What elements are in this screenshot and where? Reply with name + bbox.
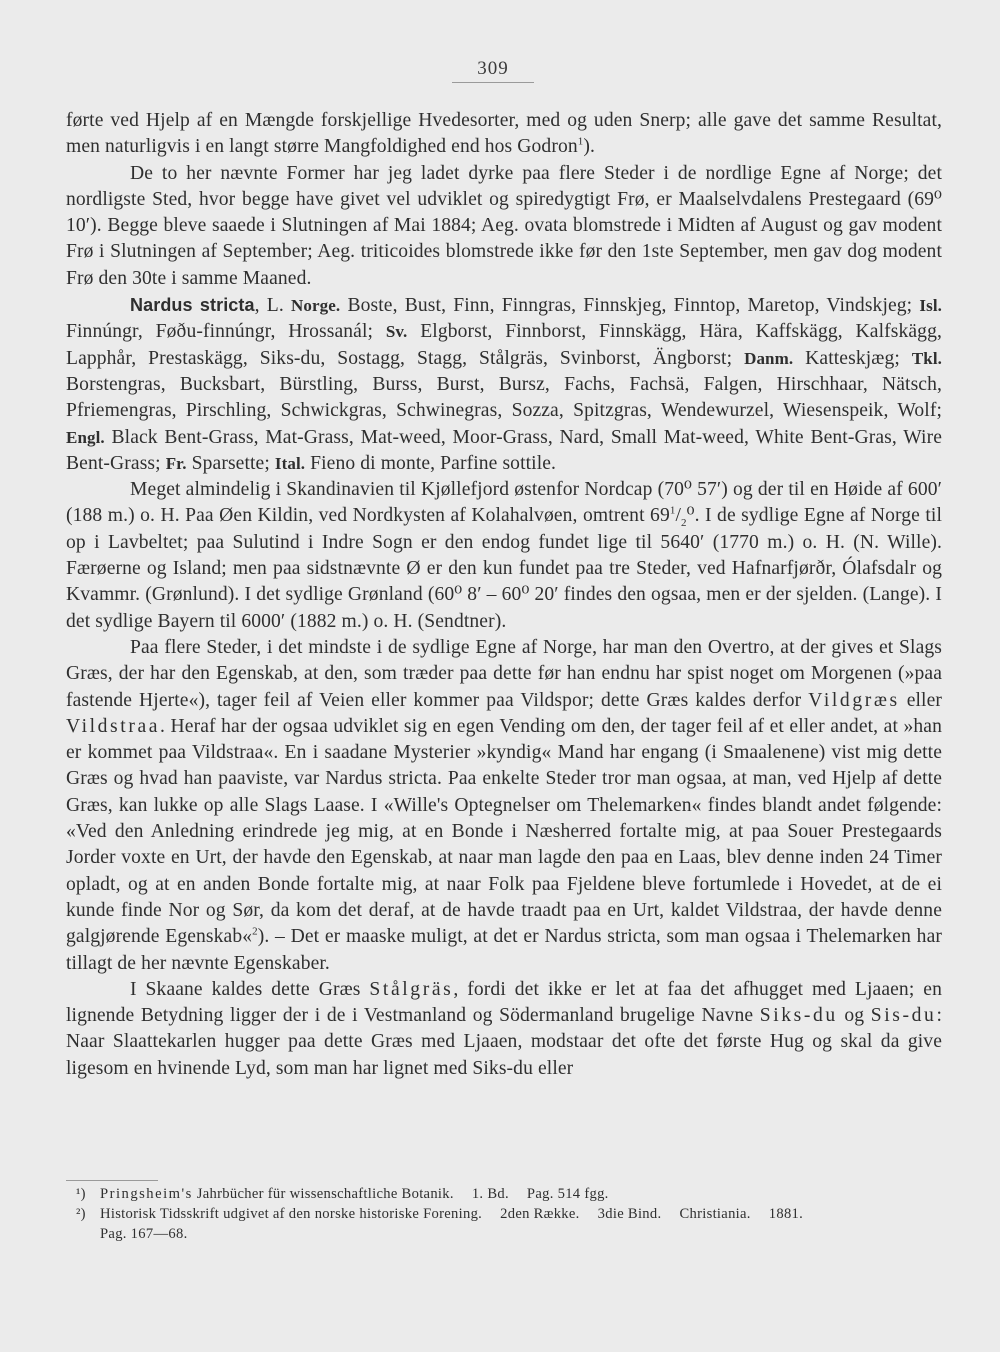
spaced-term-siks-du: Siks-du — [759, 1005, 838, 1027]
paragraph-text: Meget almindelig i Skandinavien til Kjøllefjord østenfor Nordcap (70⁰ 57′) og der til en Høide af 600′ (188 m.) o. H. Paa Øen Kildin, ved Nordkysten af Kolahalvøen, omtrent 69 — [66, 479, 942, 527]
footnote-text: Historisk Tidsskrift udgivet af den norske historiske Forening. — [100, 1206, 483, 1222]
names-norge: Boste, Bust, Finn, Finngras, Finnskjeg, Finntop, Maretop, Vindskjeg; — [340, 295, 920, 317]
paragraph-text-end: : Naar Slaattekarlen hugger paa dette Græs med Ljaaen, modstaar det ofte det første Hug og skal da give ligesom en hvinende Lyd, som man har lignet med Siks-du eller — [66, 1005, 942, 1079]
header-rule — [452, 82, 534, 83]
fraction-denominator: 2 — [681, 517, 687, 530]
paragraph-text-end: ⁰. I de sydlige Egne af Norge til op i Lavbeltet; paa Sulutind i Indre Sogn er den endog fundet lige til 5640′ (1770 m.) o. H. (N. Wille). Færøerne og Island; men paa sidstnævnte Ø er den kun fundet paa tre Steder, ved Hafnarfjørðr, Ólafsdalr og Kvammr. (Grønlund). I det sydlige Grønland (60⁰ 8′ – 60⁰ 20′ findes den ogsaa, men er der sjelden. (Lange). I det sydlige Bayern til 6000′ (1882 m.) o. H. (Sendtner). — [66, 505, 942, 632]
spaced-term-vildstraa: Vildstraa — [66, 715, 161, 737]
body-text — [66, 108, 942, 1082]
lang-label-danm: Danm. — [744, 348, 794, 368]
footnote-series: 2den Række. — [500, 1206, 580, 1222]
footnote-2 — [76, 1204, 944, 1244]
paragraph-text-end: ). — [583, 136, 595, 158]
footnote-pages: Pag. 167—68. — [100, 1226, 188, 1242]
footnote-mark: ¹) — [76, 1186, 86, 1202]
paragraph-text: , fordi det ikke er let at faa det afhugget med Ljaaen; en lignende Betydning ligger der i de i Vestmanland og Södermanland brugelige Navne — [66, 978, 942, 1027]
names-isl: Finnúngr, Føðu-finnúngr, Hrossanál; — [66, 321, 386, 343]
footnote-place: Christiania. — [679, 1206, 751, 1222]
fraction-numerator: 1 — [669, 504, 676, 517]
footnote-1 — [76, 1184, 944, 1204]
paragraph-distribution: Meget almindelig i Skandinavien til Kjøllefjord østenfor Nordcap (70⁰ 57′) og der til en Høide af 600′ (188 m.) o. H. Paa Øen Kildin, ved Nordkysten af Kolahalvøen, omtrent $69^1/_2^0$. I de sydlige Egne af Norge til op i Lavbeltet; paa Sulutind i Indre Sogn er den endog fundet lige til 5640′ (1770 m.) o. H. (N. Wille). Færøerne og Island; men paa sidstnævnte Ø er den kun fundet paa tre Steder, ved Hafnarfjørðr, Ólafsdalr og Kvammr. (Grønlund). I det sydlige Grønland (60⁰ 8′ – 60⁰ 20′ findes den ogsaa, men er der sjelden. (Lange). I det sydlige Bayern til 6000′ (1882 m.) o. H. (Sendtner). — [66, 479, 942, 632]
lang-label-isl: Isl. — [919, 296, 943, 316]
names-sv: Elgborst, Finnborst, Finnskägg, Hära, Kaffskägg, Kalfskägg, Lapphår, Prestaskägg, Siks-du, Sostagg, Stagg, Stålgräs, Svinborst, Ängborst; — [66, 321, 942, 369]
names-tkl: Borstengras, Bucksbart, Bürstling, Burss, Burst, Bursz, Fachs, Fachsä, Falgen, Hirschhaar, Nätsch, Pfriemengras, Pirschling, Schwickgras, Schwinegras, Sozza, Spitzgras, Wendewurzel, Wiesenspeik, Wolf; — [66, 373, 942, 422]
footnote-volume: 1. Bd. — [471, 1186, 509, 1202]
lang-label-ital: Ital. — [274, 453, 306, 473]
page-number: 309 — [477, 58, 509, 79]
footnote-ref-2: 2 — [252, 925, 258, 938]
paragraph-continuation — [66, 108, 942, 161]
paragraph-text: I Skaane kaldes dette Græs — [130, 978, 370, 1000]
names-danm: Katteskjæg; — [793, 347, 912, 369]
species-author: , L. — [254, 295, 292, 317]
footnote-mark: ²) — [76, 1206, 86, 1222]
names-ital: Fieno di monte, Parfine sottile. — [305, 452, 557, 474]
paragraph-folklore — [66, 635, 942, 977]
footnote-text: Jahrbücher für wissenschaftliche Botanik. — [192, 1186, 454, 1202]
footnote-volume: 3die Bind. — [597, 1206, 662, 1222]
footnote-rule — [66, 1180, 158, 1181]
lang-label-engl: Engl. — [66, 427, 105, 447]
lang-label-sv: Sv. — [385, 322, 408, 342]
paragraph-text: Paa flere Steder, i det mindste i de sydlige Egne af Norge, har man den Overtro, at der gives et Slags Græs, der har den Egenskab, at den, som træder paa dette før han endnu har spist noget om Morgenen (»paa fastende Hjerte«), tager feil af Veien eller kommer paa Vildspor; dette Græs kaldes derfor — [66, 636, 942, 711]
footnote-author: Pringsheim's — [100, 1186, 193, 1202]
species-name: Nardus stricta — [130, 295, 255, 316]
footnote-ref-1: 1 — [577, 135, 584, 148]
spaced-term-sis-du: Sis-du — [870, 1005, 937, 1027]
lang-label-fr: Fr. — [165, 453, 187, 473]
lang-label-tkl: Tkl. — [911, 348, 942, 368]
names-engl: Black Bent-Grass, Mat-Grass, Mat-weed, Moor-Grass, Nard, Small Mat-weed, White Bent-Gras, Wire Bent-Grass; — [66, 426, 942, 474]
paragraph-text: og — [837, 1005, 871, 1027]
spaced-term-stalgras: Stålgräs — [369, 978, 454, 1000]
paragraph-nardus-names — [66, 292, 942, 477]
footnotes — [76, 1184, 944, 1244]
paragraph-text-end: ). – Det er maaske muligt, at det er Nardus stricta, som man ogsaa i Thelemarken har tillagt de her nævnte Egenskaber. — [66, 926, 942, 974]
footnote-year: 1881. — [768, 1206, 804, 1222]
footnote-pages: Pag. 514 fgg. — [526, 1186, 609, 1202]
spaced-term-vildgraes: Vildgræs — [808, 689, 900, 711]
paragraph-skaane — [66, 977, 942, 1082]
paragraph-text: førte ved Hjelp af en Mængde forskjellige Hvedesorter, med og uden Snerp; alle gave det samme Resultat, men naturligvis i en langt større Mangfoldighed end hos Godron — [66, 110, 942, 158]
page-header — [452, 58, 534, 83]
lang-label-norge: Norge. — [291, 296, 341, 316]
paragraph-text: eller — [899, 689, 942, 711]
paragraph-text: . Heraf har der ogsaa udviklet sig en egen Vending om den, der tager feil af et eller andet, at »han er kommet paa Vildstraa«. En i saadane Mysterier »kyndig« Mand har engang (i Smaalenene) vist mig dette Græs og hvad han paaviste, var Nardus stricta. Paa enkelte Steder tror man ogsaa, at man, ved Hjelp af dette Græs, kan lukke op alle Slags Laase. I «Wille's Optegnelser om Thelemarken« findes blandt andet følgende: «Ved den Anledning erindrede jeg mig, at en Bonde i Næsherred fortalte mig, at paa Souer Prestegaards Jorder voxte en Urt, der havde den Egenskab, at naar man lagde den paa en Laas, blev denne inden 24 Timer opladt, og at en anden Bonde fortalte mig, at naar Folk paa Fjeldene bleve fortumlede i Hovedet, at de ei kunde finde Nor og Sør, da kom det deraf, at de havde traadt paa en Urt, kaldet Vildstraa, der havde denne galgjørende Egenskab« — [66, 715, 942, 948]
paragraph-aegilops-note: De to her nævnte Former har jeg ladet dyrke paa flere Steder i de nordlige Egne af Norge; det nordligste Sted, hvor begge have givet vel udviklet og spiredygtigt Frø, er Maalselvdalens Prestegaard (69⁰ 10′). Begge bleve saaede i Slutningen af Mai 1884; Aeg. ovata blomstrede i Midten af August og gav modent Frø i Slutningen af September; Aeg. triticoides blomstrede ikke før den 1ste September, men gav dog modent Frø den 30te i samme Maaned. — [66, 162, 942, 289]
names-fr: Sparsette; — [186, 452, 275, 474]
